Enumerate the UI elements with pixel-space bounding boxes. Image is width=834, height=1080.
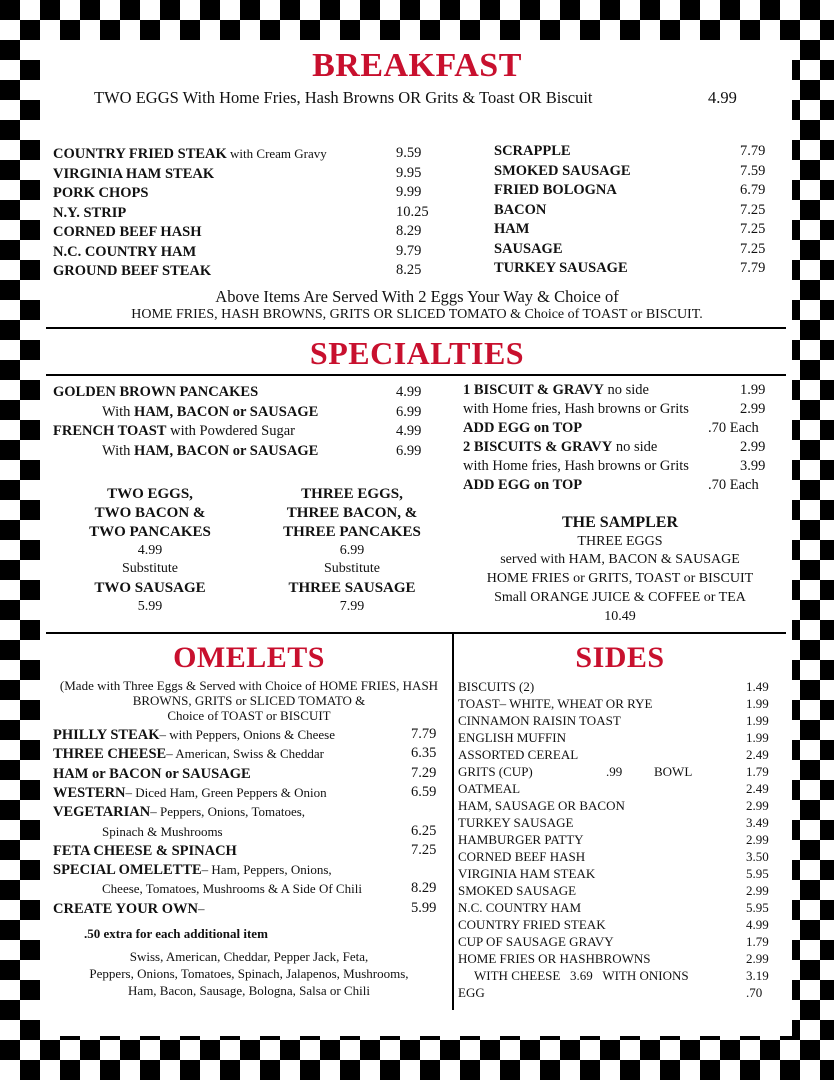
side-item: HAM, SAUSAGE OR BACON	[458, 798, 625, 813]
menu-item	[53, 164, 214, 184]
sides-title: SIDES	[575, 641, 665, 674]
omelets-title: OMELETS	[173, 641, 325, 674]
item-name: CREATE YOUR OWN	[53, 900, 199, 917]
menu-item	[463, 438, 657, 457]
item-price: 5.95	[746, 866, 769, 881]
combo-substitute: Substitute	[121, 561, 178, 576]
item-price: 9.79	[396, 242, 422, 259]
item-price: 7.25	[740, 221, 766, 237]
item-price: 7.25	[411, 841, 437, 858]
side-item: CORNED BEEF HASH	[458, 849, 586, 864]
side-item: CINNAMON RAISIN TOAST	[458, 713, 621, 728]
item-price: 2.49	[746, 781, 769, 796]
omelets-intro: Choice of TOAST or BISCUIT	[167, 708, 331, 723]
item-price: 7.79	[740, 260, 766, 276]
menu-item	[53, 725, 335, 745]
menu-item: TURKEY SAUSAGE	[494, 260, 628, 276]
menu-item	[53, 764, 251, 784]
divider	[46, 327, 786, 329]
item-price: 6.79	[740, 182, 766, 198]
item-desc: – with Peppers, Onions & Cheese	[159, 727, 335, 742]
side-item: HOME FRIES OR HASHBROWNS	[458, 951, 651, 966]
item-price: 7.29	[411, 764, 437, 781]
item-price: 6.25	[411, 822, 437, 839]
two-eggs-line: TWO EGGS With Home Fries, Hash Browns OR Grits & Toast OR Biscuit	[94, 88, 593, 107]
item-price: 3.49	[746, 815, 769, 830]
omelets-options: Swiss, American, Cheddar, Pepper Jack, Feta,	[129, 949, 369, 964]
combo-alt: THREE SAUSAGE	[288, 580, 416, 596]
item-prefix: With	[102, 442, 135, 459]
item-price: 5.99	[411, 899, 437, 916]
combo-line: TWO PANCAKES	[89, 524, 211, 540]
breakfast-title: BREAKFAST	[312, 47, 522, 84]
item-name: ADD EGG on TOP	[463, 420, 583, 436]
combo-alt: TWO SAUSAGE	[94, 580, 206, 596]
item-desc: – Peppers, Onions, Tomatoes,	[150, 804, 306, 820]
side-item: BISCUITS (2)	[458, 679, 535, 694]
sampler-line: Small ORANGE JUICE & COFFEE or TEA	[494, 590, 746, 605]
side-item: ENGLISH MUFFIN	[458, 730, 566, 745]
combo-line: THREE PANCAKES	[283, 524, 421, 540]
omelets-intro: BROWNS, GRITS or SLICED TOMATO &	[132, 693, 366, 708]
item-price: 1.99	[746, 696, 769, 711]
side-item: EGG	[458, 985, 485, 1000]
menu-item	[53, 383, 258, 402]
item-name: N.Y. STRIP	[53, 204, 127, 221]
combo-substitute: Substitute	[323, 561, 380, 576]
item-name: VIRGINIA HAM STEAK	[53, 165, 215, 182]
item-price: 6.35	[411, 745, 437, 762]
item-price: 7.25	[740, 201, 766, 218]
sampler-title: THE SAMPLER	[561, 514, 678, 531]
item-name: HAM, BACON or SAUSAGE	[134, 442, 319, 459]
item-price: 1.79	[746, 934, 769, 949]
side-item: VIRGINIA HAM STEAK	[458, 866, 596, 881]
item-price: 6.59	[411, 783, 437, 800]
menu-item	[53, 744, 324, 764]
specialties-title: SPECIALTIES	[309, 335, 525, 371]
side-bowl-label: BOWL	[654, 764, 693, 779]
sampler-line: HOME FRIES or GRITS, TOAST or BISCUIT	[486, 571, 754, 586]
item-price: 7.25	[740, 240, 766, 257]
item-name: HAM or BACON or SAUSAGE	[53, 765, 251, 782]
item-price: 7.79	[411, 726, 437, 742]
item-price: .70 Each	[708, 420, 759, 436]
item-price: 4.99	[396, 423, 422, 439]
menu-item	[463, 457, 689, 476]
menu-item	[463, 476, 582, 495]
item-desc: – Ham, Peppers, Onions,	[201, 862, 332, 878]
item-name: FRENCH TOAST	[53, 423, 167, 439]
item-price: 1.99	[746, 713, 769, 728]
menu-item: FRIED BOLOGNA	[494, 182, 617, 198]
item-name: 1 BISCUIT & GRAVY	[463, 382, 604, 398]
item-price: 4.99	[746, 917, 769, 932]
side-item: N.C. COUNTRY HAM	[458, 900, 582, 915]
item-price: 1.49	[746, 679, 769, 694]
side-item: SMOKED SAUSAGE	[458, 883, 577, 898]
item-price: 3.99	[740, 458, 766, 474]
item-name: GOLDEN BROWN PANCAKES	[53, 384, 259, 400]
item-name: 2 BISCUITS & GRAVY	[463, 439, 613, 455]
side-item: GRITS (CUP)	[458, 764, 533, 779]
item-name: FETA CHEESE & SPINACH	[53, 842, 237, 859]
item-price: 1.99	[740, 382, 766, 398]
item-name: HAM, BACON or SAUSAGE	[134, 403, 319, 420]
sampler-price: 10.49	[604, 609, 636, 624]
two-eggs-price: 4.99	[708, 88, 737, 107]
combo-line: TWO BACON &	[94, 505, 206, 521]
item-price: 3.50	[746, 849, 769, 864]
item-price: 2.99	[746, 832, 769, 847]
item-price: 4.99	[396, 384, 422, 400]
item-name: WESTERN	[53, 784, 126, 801]
item-desc: – American, Swiss & Cheddar	[166, 746, 325, 762]
item-price: 8.29	[411, 880, 437, 897]
menu-item: SAUSAGE	[494, 240, 563, 257]
item-price: 7.79	[740, 143, 766, 159]
menu-item	[53, 783, 327, 803]
side-item: COUNTRY FRIED STEAK	[458, 917, 606, 932]
column-divider	[452, 632, 454, 1010]
side-item: ASSORTED CEREAL	[458, 747, 579, 762]
item-price: 9.95	[396, 164, 422, 181]
item-price: 2.99	[740, 439, 766, 455]
item-price: 2.49	[746, 747, 769, 762]
item-price: 8.29	[396, 223, 422, 239]
item-desc: no side	[603, 382, 649, 398]
item-price: 6.99	[396, 403, 422, 420]
item-name: CORNED BEEF HASH	[53, 224, 202, 240]
item-name: PHILLY STEAK	[53, 727, 160, 743]
menu-item	[53, 841, 237, 861]
menu-item	[102, 403, 318, 422]
side-item: HAMBURGER PATTY	[458, 832, 584, 847]
item-price: 1.99	[746, 730, 769, 745]
breakfast-note-1: Above Items Are Served With 2 Eggs Your Way & Choice of	[215, 287, 619, 306]
item-name: VEGETARIAN	[53, 804, 151, 821]
menu-item: SCRAPPLE	[494, 143, 571, 159]
divider	[46, 374, 786, 376]
menu-item	[53, 222, 202, 242]
menu-item	[53, 802, 305, 822]
item-name: ADD EGG on TOP	[463, 477, 583, 493]
menu-item	[53, 422, 295, 441]
omelets-intro: (Made with Three Eggs & Served with Choice of HOME FRIES, HASH	[59, 678, 439, 693]
item-price: .70 Each	[708, 477, 759, 493]
menu-item	[102, 822, 223, 842]
menu-item	[53, 203, 126, 223]
item-price: 2.99	[746, 951, 769, 966]
item-prefix: With	[102, 403, 135, 420]
item-desc: with Home fries, Hash browns or Grits	[463, 401, 689, 417]
side-item: OATMEAL	[458, 781, 521, 796]
breakfast-note-2: HOME FRIES, HASH BROWNS, GRITS OR SLICED TOMATO & Choice of TOAST or BISCUIT.	[131, 307, 703, 322]
item-desc: – Diced Ham, Green Peppers & Onion	[125, 784, 327, 800]
item-price: 6.99	[396, 442, 422, 459]
menu-item	[102, 442, 318, 461]
item-name: PORK CHOPS	[53, 185, 149, 201]
menu-item	[463, 400, 689, 419]
omelets-options: Ham, Bacon, Sausage, Bologna, Salsa or Chili	[128, 983, 370, 998]
sampler-line: served with HAM, BACON & SAUSAGE	[500, 552, 740, 567]
item-desc: Cheese, Tomatoes, Mushrooms & A Side Of Chili	[102, 881, 362, 897]
item-desc: Spinach & Mushrooms	[102, 823, 223, 839]
omelets-extra: .50 extra for each additional item	[84, 926, 268, 941]
menu-item	[53, 242, 196, 262]
side-item: TURKEY SAUSAGE	[458, 815, 574, 830]
menu-item	[53, 899, 205, 919]
item-price: 2.99	[740, 401, 766, 417]
menu-item	[53, 183, 148, 203]
divider	[46, 632, 786, 634]
item-desc: with Powdered Sugar	[166, 423, 295, 439]
combo-price: 4.99	[137, 543, 163, 558]
combo-alt-price: 5.99	[137, 599, 163, 614]
combo-line: THREE EGGS,	[301, 486, 403, 502]
item-name: SPECIAL OMELETTE	[53, 862, 202, 879]
combo-line: TWO EGGS,	[107, 486, 193, 502]
item-desc: with Home fries, Hash browns or Grits	[463, 458, 689, 474]
item-price: 10.25	[396, 203, 429, 220]
item-price: 5.95	[746, 900, 769, 915]
item-name: THREE CHEESE	[53, 746, 167, 763]
item-name: COUNTRY FRIED STEAK	[53, 146, 227, 162]
menu-item: BACON	[494, 201, 547, 218]
side-item: WITH CHEESE 3.69 WITH ONIONS	[458, 968, 689, 983]
side-item: TOAST– WHITE, WHEAT OR RYE	[458, 696, 653, 711]
menu-item: HAM	[494, 221, 530, 237]
item-price: 8.25	[396, 262, 422, 278]
item-name: GROUND BEEF STEAK	[53, 263, 212, 279]
combo-price: 6.99	[339, 543, 365, 558]
menu-item	[53, 261, 211, 281]
side-item: CUP OF SAUSAGE GRAVY	[458, 934, 614, 949]
combo-alt-price: 7.99	[339, 599, 365, 614]
item-price: 7.59	[740, 162, 766, 179]
menu-item	[102, 879, 362, 899]
item-price: .70	[746, 985, 763, 1000]
menu-item	[463, 419, 582, 438]
menu-item	[53, 860, 332, 880]
omelets-options: Peppers, Onions, Tomatoes, Spinach, Jalapenos, Mushrooms,	[89, 966, 409, 981]
combo-line: THREE BACON, &	[286, 505, 418, 521]
sampler-line: THREE EGGS	[577, 534, 663, 549]
menu-item	[463, 381, 649, 400]
menu-item: SMOKED SAUSAGE	[494, 162, 631, 179]
item-price: 2.99	[746, 883, 769, 898]
item-desc: –	[198, 900, 205, 916]
item-price: 9.59	[396, 145, 422, 161]
side-cup-price: .99	[606, 764, 623, 779]
item-desc: with Cream Gravy	[226, 146, 327, 161]
item-name: N.C. COUNTRY HAM	[53, 243, 197, 260]
item-desc: no side	[612, 439, 658, 455]
item-price: 9.99	[396, 184, 422, 200]
item-price: 1.79	[746, 764, 769, 779]
item-price: 3.19	[746, 968, 769, 983]
menu-item	[53, 144, 327, 164]
item-price: 2.99	[746, 798, 769, 813]
